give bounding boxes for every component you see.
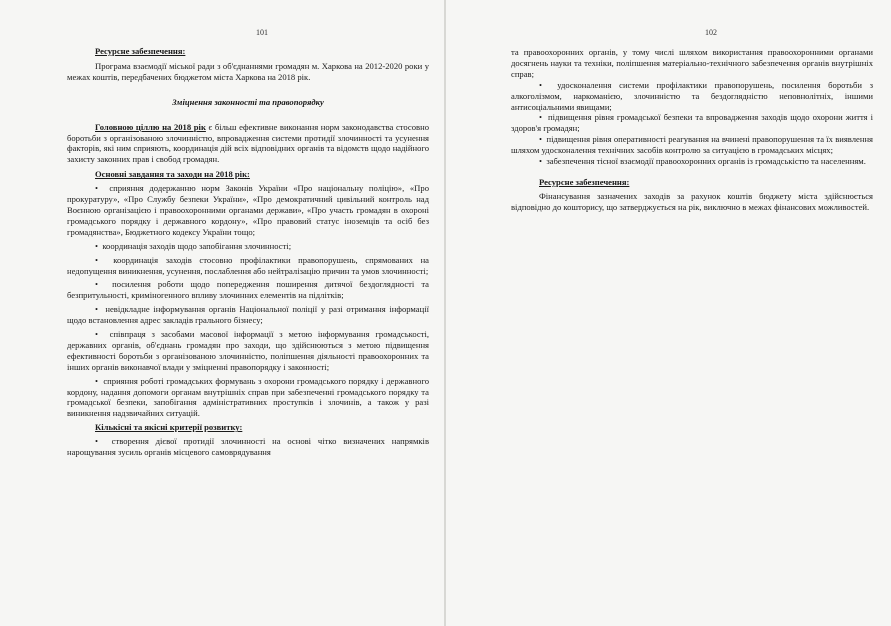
page-text-column (511, 47, 873, 213)
list-item: • невідкладне інформування органів Національної поліції у разі отримання інформації щодо встановлення адрес закладів грального бізнесу; (67, 304, 429, 326)
list-item: • забезпечення тісної взаємодії правоохоронних органів із громадськістю та населенням. (511, 156, 873, 167)
resources-text: Програма взаємодії міської ради з об'єднаннями громадян м. Харкова на 2012-2020 роки у межах коштів, передбачених бюджетом міста Харкова на 2018 рік. (67, 60, 429, 82)
page-number: 101 (256, 28, 268, 37)
page-101 (0, 0, 445, 626)
goal-text: є більш ефективне виконання норм законодавства стосовно боротьби з організованою злочинністю, впровадження системи протидії злочинності та усунення факторів, які ним сприяють, координація дій всіх відповідних органів та відомств щодо надійного захисту законних прав і свобод громадян. (67, 121, 429, 165)
resources-heading: Ресурсне забезпечення: (539, 176, 630, 187)
goal-paragraph (67, 122, 429, 166)
list-item: • координація заходів стосовно профілактики правопорушень, спрямованих на недопущення виникнення, усунення, послаблення або нейтралізацію причин та умов злочинності; (67, 255, 429, 277)
list-item: • сприяння роботі громадських формувань з охорони громадського порядку і державного кордону, надання допомоги органам внутрішніх справ при забезпеченні громадського порядку та громадської безпеки, запобігання адміністративних проступків і злочинів, а також у разі виникнення надзвичайних ситуацій. (67, 376, 429, 420)
resources-heading: Ресурсне забезпечення: (95, 46, 186, 56)
list-item: • співпраця з засобами масової інформації з метою інформування громадськості, державних органів, об'єднань громадян про заходи, що здійснюються з метою підвищення ефективності боротьби з організованою злочинністю, поліпшення діяльності правоохоронних та інших органів виконавчої влади у зміцненні правопорядку і законності; (67, 329, 429, 373)
resources-text: Фінансування зазначених заходів за рахунок коштів бюджету міста здійснюється відповідно до кошторису, що затверджується на рік, виключно в межах фінансових можливостей. (511, 190, 873, 212)
section-title: Зміцнення законності та правопорядку (172, 96, 324, 107)
list-item: • підвищення рівня громадської безпеки та впровадження заходів щодо охорони життя і здоров'я громадян; (511, 112, 873, 134)
list-item: • сприяння додержанню норм Законів України «Про національну поліцію», «Про прокуратуру», «Про Службу безпеки України», «Про демократичний цивільний контроль над Воєнною організацією і правоохоронними органами держави», «Про участь громадян в охороні громадського порядку і державного кордону», «Про правовий статус іноземців та осіб без громадянства», Бюджетного кодексу України тощо; (67, 183, 429, 238)
criteria-heading: Кількісні та якісні критерії розвитку: (95, 422, 243, 433)
tasks-heading: Основні завдання та заходи на 2018 рік: (95, 169, 250, 180)
list-item: • удосконалення системи профілактики правопорушень, посилення боротьби з алкоголізмом, наркоманією, злочинністю та бездоглядністю неповнолітніх, іншими антисоціальними явищами; (511, 80, 873, 113)
page-102 (446, 0, 891, 626)
continuation-text: та правоохоронних органів, у тому числі шляхом використання правоохоронними органами досягнень науки та техніки, поліпшення матеріально-технічного забезпечення органів внутрішніх справ; (511, 47, 873, 79)
list-item: • підвищення рівня оперативності реагування на вчинені правопорушення та їх виявлення шляхом удосконалення технічних засобів контролю за ситуацією в громадських місцях; (511, 134, 873, 156)
goal-heading: Головною ціллю на 2018 рік (95, 121, 206, 132)
list-item: • координація заходів щодо запобігання злочинності; (67, 241, 429, 252)
page-text-column (67, 46, 429, 458)
page-number: 102 (705, 28, 717, 37)
list-item: • створення дієвої протидії злочинності на основі чітко визначених напрямків нарощування зусиль органів місцевого самоврядування (67, 436, 429, 458)
list-item: • посилення роботи щодо попередження поширення дитячої бездоглядності та безпритульності, криміногенного впливу злочинних елементів на підлітків; (67, 279, 429, 301)
